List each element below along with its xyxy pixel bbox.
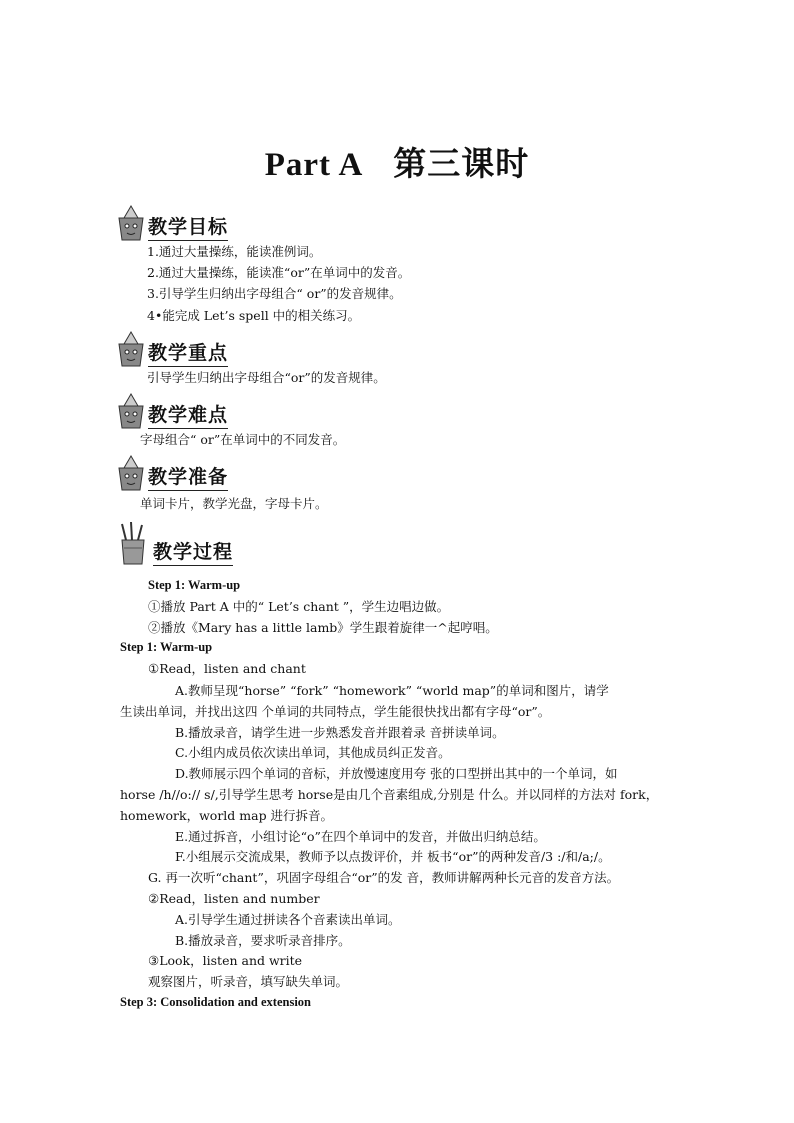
- title-part: Part A: [264, 147, 364, 183]
- objectives-heading: 教学目标: [148, 212, 228, 241]
- process-line: ①播放 Part A 中的“ Let’s chant ”，学生边唱边做。: [148, 599, 450, 614]
- objective-item: 3.引导学生归纳出字母组合“ or”的发音规律。: [147, 286, 402, 301]
- process-line: horse /h//o:// s/,引导学生思考 horse是由几个音素组成,分别是 什么。并以同样的方法对 fork，: [120, 787, 659, 802]
- page-title: [0, 138, 794, 185]
- process-line: ②播放《Mary has a little lamb》学生跟着旋律一^起哼唱。: [148, 620, 498, 635]
- pencil-icon: [116, 454, 146, 492]
- process-line: homework，world map 进行拆音。: [120, 808, 334, 823]
- process-line: F.小组展示交流成果，教师予以点拨评价，并 板书“or”的两种发音/3 :/和/a;/。: [175, 849, 611, 864]
- process-line: C.小组内成员依次读出单词，其他成员纠正发音。: [175, 745, 451, 760]
- preparation-heading: 教学准备: [148, 462, 228, 491]
- pencil-icon: [116, 204, 146, 242]
- key-points-heading: 教学重点: [148, 338, 228, 367]
- title-lesson: 第三课时: [393, 147, 530, 183]
- step-heading: Step 3: Consolidation and extension: [120, 995, 312, 1009]
- process-line: B.播放录音，请学生进一步熟悉发音并跟着录 音拼读单词。: [175, 725, 505, 740]
- step-heading: Step 1: Warm-up: [148, 578, 241, 592]
- key-points-text: 引导学生归纳出字母组合“or”的发音规律。: [147, 370, 386, 385]
- process-line: 生读出单词，并找出这四 个单词的共同特点，学生能很快找出都有字母“or”。: [120, 704, 551, 719]
- process-line: 观察图片，听录音，填写缺失单词。: [148, 974, 349, 989]
- objective-item: 4•能完成 Let’s spell 中的相关练习。: [147, 308, 361, 323]
- process-line: E.通过拆音，小组讨论“o”在四个单词中的发音，并做出归纳总结。: [175, 829, 546, 844]
- process-line: G. 再一次听“chant”，巩固字母组合“or”的发 音，教师讲解两种长元音的发音方法。: [148, 870, 620, 885]
- process-line: ③Look，listen and write: [148, 953, 303, 968]
- preparation-text: 单词卡片，教学光盘，字母卡片。: [140, 496, 328, 511]
- process-line: A.教师呈现“horse” “fork” “homework” “world map”的单词和图片，请学: [175, 683, 609, 698]
- step-heading: Step 1: Warm-up: [120, 640, 213, 654]
- process-line: A.引导学生通过拼读各个音素读出单词。: [175, 912, 401, 927]
- process-heading: 教学过程: [153, 537, 233, 566]
- process-line: ①Read，listen and chant: [148, 661, 306, 676]
- pencil-cup-icon: [118, 522, 148, 566]
- objective-item: 1.通过大量操练，能读准例词。: [147, 244, 322, 259]
- objective-item: 2.通过大量操练，能读准“or”在单词中的发音。: [147, 265, 411, 280]
- difficulties-heading: 教学难点: [148, 400, 228, 429]
- process-line: D.教师展示四个单词的音标，并放慢速度用夸 张的口型拼出其中的一个单词，如: [175, 766, 618, 781]
- process-line: B.播放录音，要求听录音排序。: [175, 933, 351, 948]
- pencil-icon: [116, 330, 146, 368]
- pencil-icon: [116, 392, 146, 430]
- process-line: ②Read，listen and number: [148, 891, 320, 906]
- difficulties-text: 字母组合“ or”在单词中的不同发音。: [140, 432, 346, 447]
